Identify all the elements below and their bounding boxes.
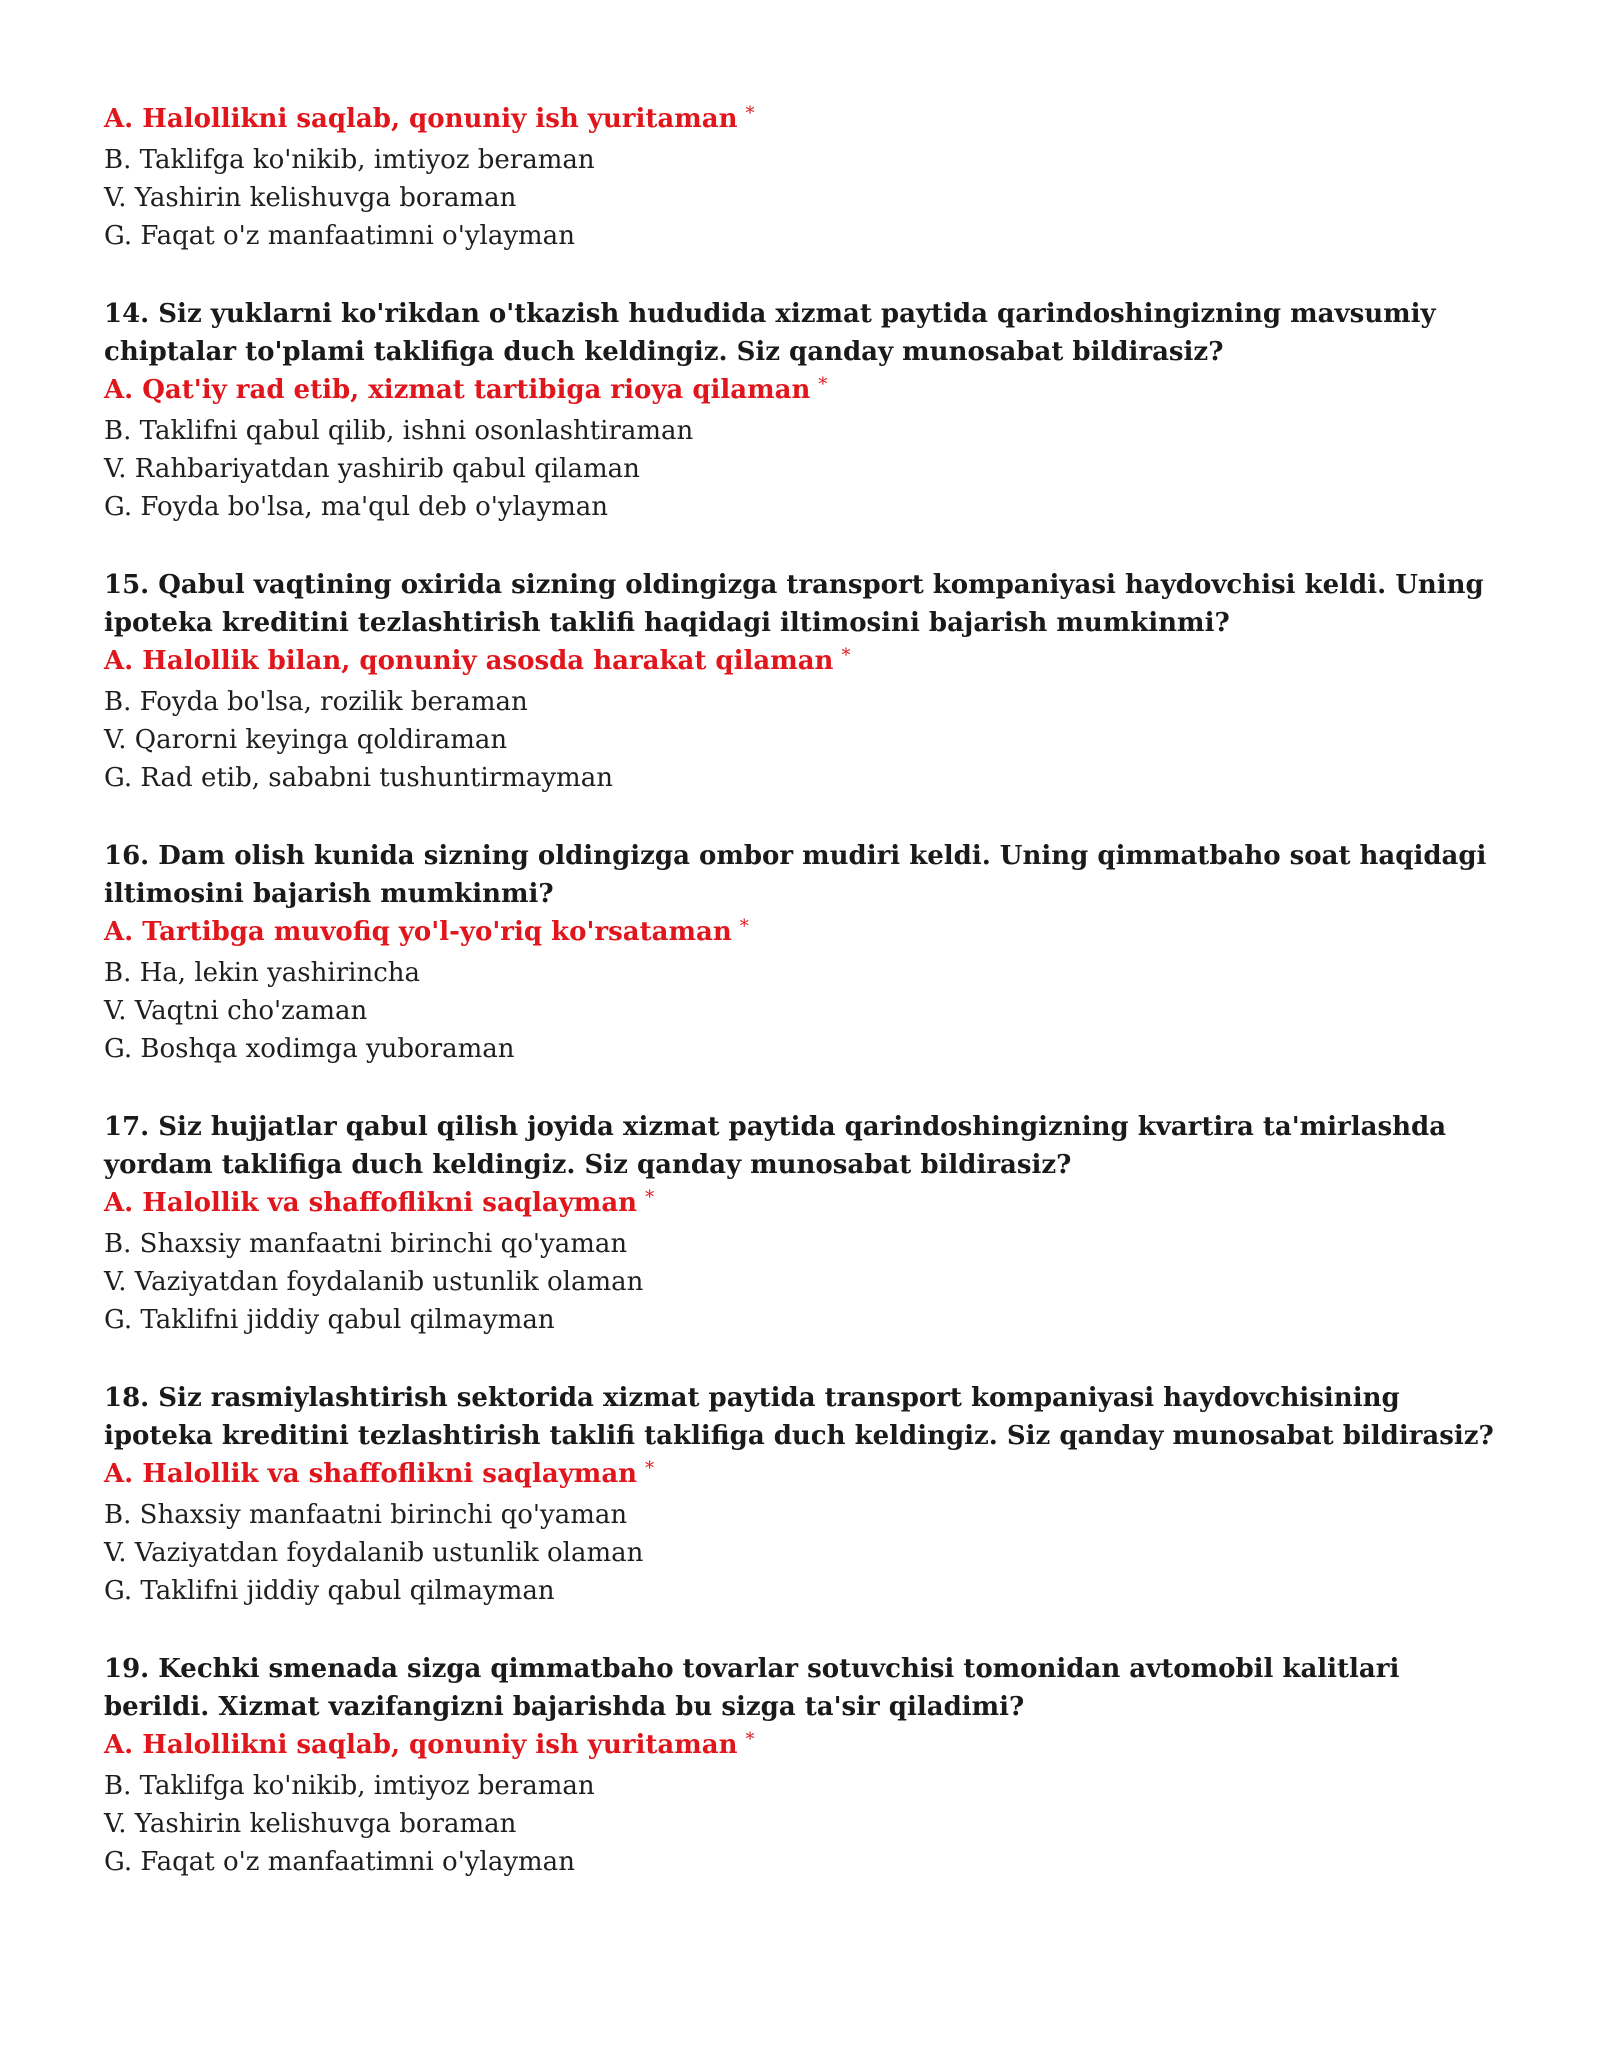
question-text: 14. Siz yuklarni ko'rikdan o'tkazish hududida xizmat paytida qarindoshingizning mavsumiy chiptalar to'plami taklifiga duch keldingiz. Siz qanday munosabat bildirasiz? — [104, 299, 1436, 367]
question-text: 16. Dam olish kunida sizning oldingizga ombor mudiri keldi. Uning qimmatbaho soat haqidagi iltimosini bajarish mumkinmi? — [104, 841, 1487, 909]
correct-marker-icon: * — [645, 1187, 655, 1208]
question-block — [104, 1379, 1504, 1610]
answer-option — [104, 759, 1504, 797]
question-text: 17. Siz hujjatlar qabul qilish joyida xizmat paytida qarindoshingizning kvartira ta'mirlashda yordam taklifiga duch keldingiz. Siz qanday munosabat bildirasiz? — [104, 1112, 1447, 1180]
answer-text: B. Shaxsiy manfaatni birinchi qo'yaman — [104, 1229, 628, 1259]
question-block-continued — [104, 100, 1504, 255]
answer-option — [104, 1301, 1504, 1339]
correct-answer — [104, 371, 1504, 412]
correct-marker-icon: * — [841, 645, 851, 666]
answer-text: B. Foyda bo'lsa, rozilik beraman — [104, 687, 528, 717]
answer-option — [104, 1767, 1504, 1805]
answer-option — [104, 1805, 1504, 1843]
answer-option — [104, 141, 1504, 179]
answer-option — [104, 1225, 1504, 1263]
answer-option — [104, 721, 1504, 759]
correct-answer — [104, 1455, 1504, 1496]
answer-option — [104, 683, 1504, 721]
answer-text: V. Vaqtni cho'zaman — [104, 996, 368, 1026]
answer-text: V. Rahbariyatdan yashirib qabul qilaman — [104, 454, 640, 484]
correct-marker-icon: * — [739, 916, 749, 937]
answer-text: V. Yashirin kelishuvga boraman — [104, 1809, 517, 1839]
quiz-page — [104, 100, 1504, 1881]
question-block — [104, 566, 1504, 797]
answer-option — [104, 1534, 1504, 1572]
correct-marker-icon: * — [645, 1458, 655, 1479]
question-block — [104, 1650, 1504, 1881]
answer-text: A. Halollik va shaffoflikni saqlayman — [104, 1188, 638, 1218]
question-text: 15. Qabul vaqtining oxirida sizning oldingizga transport kompaniyasi haydovchisi keldi. Uning ipoteka kreditini tezlashtirish taklifi haqidagi iltimosini bajarish mumkinmi? — [104, 570, 1484, 638]
answer-text: G. Taklifni jiddiy qabul qilmayman — [104, 1576, 555, 1606]
answer-option — [104, 412, 1504, 450]
answer-option — [104, 1843, 1504, 1881]
correct-answer — [104, 642, 1504, 683]
answer-text: A. Halollik bilan, qonuniy asosda harakat qilaman — [104, 646, 834, 676]
answer-text: A. Halollikni saqlab, qonuniy ish yuritaman — [104, 104, 738, 134]
correct-marker-icon: * — [745, 1729, 755, 1750]
correct-marker-icon: * — [745, 103, 755, 124]
answer-option — [104, 1030, 1504, 1068]
answer-text: V. Qarorni keyinga qoldiraman — [104, 725, 508, 755]
answer-text: B. Shaxsiy manfaatni birinchi qo'yaman — [104, 1500, 628, 1530]
answer-text: A. Qat'iy rad etib, xizmat tartibiga rioya qilaman — [104, 375, 811, 405]
question-block — [104, 1108, 1504, 1339]
question-block — [104, 837, 1504, 1068]
answer-text: G. Boshqa xodimga yuboraman — [104, 1034, 515, 1064]
answer-text: B. Taklifga ko'nikib, imtiyoz beraman — [104, 145, 595, 175]
correct-answer — [104, 100, 1504, 141]
answer-option — [104, 1572, 1504, 1610]
answer-option — [104, 1263, 1504, 1301]
answer-text: G. Faqat o'z manfaatimni o'ylayman — [104, 221, 575, 251]
answer-text: B. Ha, lekin yashirincha — [104, 958, 421, 988]
answer-text: A. Halollikni saqlab, qonuniy ish yuritaman — [104, 1730, 738, 1760]
answer-option — [104, 450, 1504, 488]
question-text: 18. Siz rasmiylashtirish sektorida xizmat paytida transport kompaniyasi haydovchisining ipoteka kreditini tezlashtirish taklifi taklifiga duch keldingiz. Siz qanday munosabat bildirasiz? — [104, 1383, 1494, 1451]
answer-text: V. Vaziyatdan foydalanib ustunlik olaman — [104, 1267, 644, 1297]
answer-option — [104, 1496, 1504, 1534]
answer-option — [104, 992, 1504, 1030]
correct-answer — [104, 913, 1504, 954]
correct-answer — [104, 1184, 1504, 1225]
correct-answer — [104, 1726, 1504, 1767]
answer-text: G. Foyda bo'lsa, ma'qul deb o'ylayman — [104, 492, 608, 522]
answer-text: B. Taklifni qabul qilib, ishni osonlashtiraman — [104, 416, 694, 446]
answer-text: A. Tartibga muvofiq yo'l-yo'riq ko'rsataman — [104, 917, 732, 947]
answer-option — [104, 217, 1504, 255]
answer-text: G. Rad etib, sababni tushuntirmayman — [104, 763, 613, 793]
question-text: 19. Kechki smenada sizga qimmatbaho tovarlar sotuvchisi tomonidan avtomobil kalitlari berildi. Xizmat vazifangizni bajarishda bu sizga ta'sir qiladimi? — [104, 1654, 1400, 1722]
answer-text: B. Taklifga ko'nikib, imtiyoz beraman — [104, 1771, 595, 1801]
answer-option — [104, 179, 1504, 217]
answer-text: G. Taklifni jiddiy qabul qilmayman — [104, 1305, 555, 1335]
question-block — [104, 295, 1504, 526]
answer-text: V. Yashirin kelishuvga boraman — [104, 183, 517, 213]
answer-text: A. Halollik va shaffoflikni saqlayman — [104, 1459, 638, 1489]
correct-marker-icon: * — [818, 374, 828, 395]
answer-option — [104, 488, 1504, 526]
answer-option — [104, 954, 1504, 992]
answer-text: G. Faqat o'z manfaatimni o'ylayman — [104, 1847, 575, 1877]
answer-text: V. Vaziyatdan foydalanib ustunlik olaman — [104, 1538, 644, 1568]
